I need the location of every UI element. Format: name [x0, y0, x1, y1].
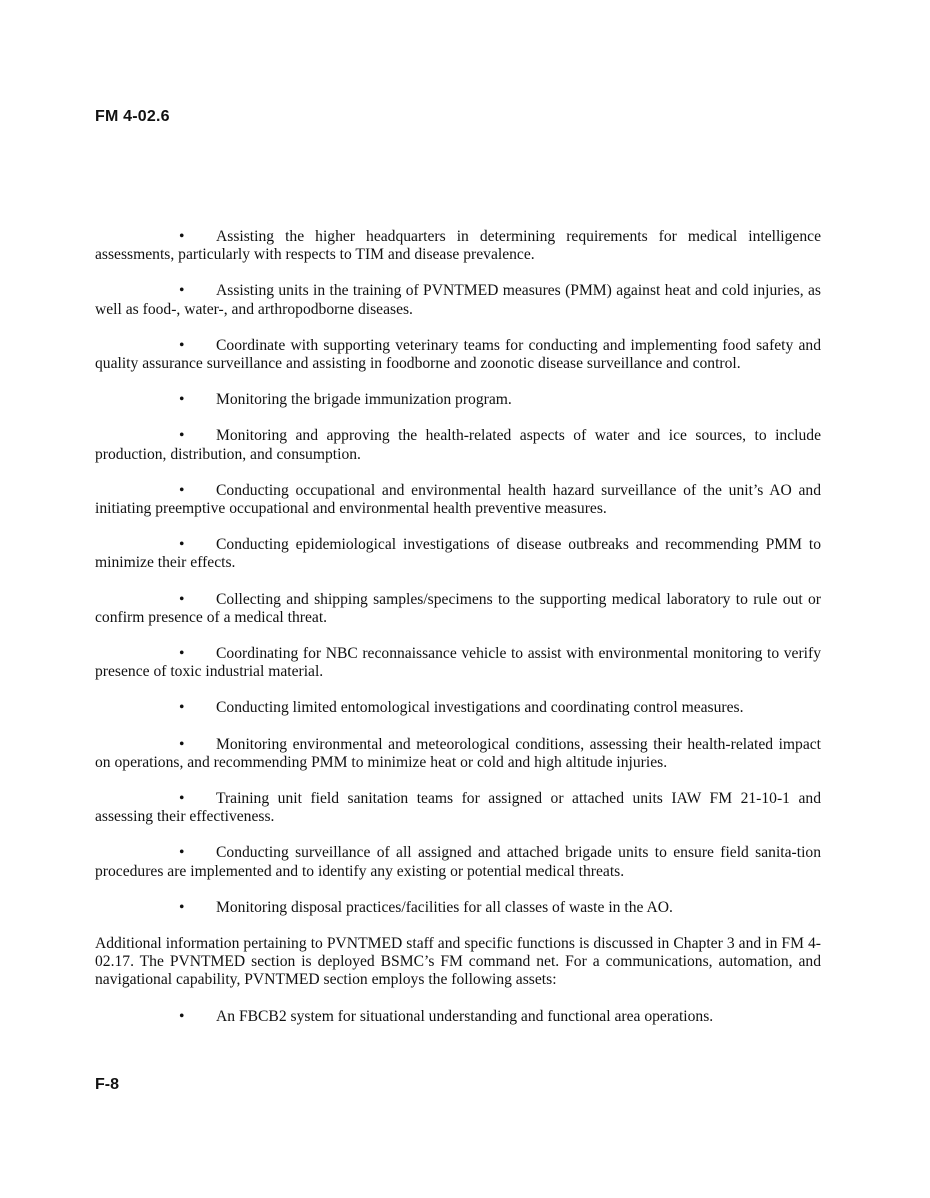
bullet-text: Training unit field sanitation teams for assigned or attached units IAW FM 21-10-1 and assessing their effectiveness. — [95, 790, 821, 826]
bullet-icon: • — [179, 536, 185, 554]
bullet-item-10 — [95, 699, 821, 717]
bullet-icon: • — [179, 391, 185, 409]
bullet-icon: • — [179, 427, 185, 445]
page-number: F-8 — [95, 1076, 119, 1093]
bullet-item-2 — [95, 282, 821, 318]
bullet-icon: • — [179, 228, 185, 245]
bullet-icon: • — [179, 1007, 185, 1025]
bullet-icon: • — [179, 645, 185, 663]
additional-info-paragraph: Additional information pertaining to PVNTMED staff and specific functions is discussed in Chapter 3 and in FM 4-02.17. The PVNTMED section is deployed BSMC’s FM command net. For a communications, automation, and navigational capability, PVNTMED section employs the following assets: — [95, 935, 821, 989]
bullet-item-9 — [95, 645, 821, 681]
bullet-item-8 — [95, 591, 821, 627]
bullet-icon: • — [179, 336, 185, 354]
bullet-text: Conducting occupational and environmental health hazard surveillance of the unit’s AO and initiating preemptive occupational and environmental health preventive measures. — [95, 481, 821, 518]
bullet-text: Monitoring the brigade immunization program. — [216, 391, 512, 409]
asset-bullet-item-1 — [95, 1008, 821, 1026]
bullet-icon: • — [179, 844, 185, 862]
bullet-item-3 — [95, 337, 821, 373]
bullet-text: Conducting surveillance of all assigned and attached brigade units to ensure field sanita-tion procedures are implemented and to identify any existing or potential medical threats. — [95, 844, 821, 880]
bullet-item-14 — [95, 899, 821, 917]
document-header: FM 4-02.6 — [95, 108, 170, 125]
bullet-icon: • — [179, 790, 185, 808]
bullet-text: Monitoring environmental and meteorological conditions, assessing their health-related impact on operations, and recommending PMM to minimize heat or cold and high altitude injuries. — [95, 735, 821, 771]
bullet-item-12 — [95, 790, 821, 826]
bullet-text: Assisting the higher headquarters in determining requirements for medical intelligence assessments, particularly with respects to TIM and disease prevalence. — [95, 228, 821, 264]
bullet-text: Monitoring and approving the health-related aspects of water and ice sources, to include production, distribution, and consumption. — [95, 427, 821, 463]
bullet-text: Coordinating for NBC reconnaissance vehicle to assist with environmental monitoring to verify presence of toxic industrial material. — [95, 645, 821, 681]
bullet-icon: • — [179, 699, 185, 717]
bullet-icon: • — [179, 898, 185, 916]
bullet-item-4 — [95, 391, 821, 409]
bullet-item-6 — [95, 482, 821, 518]
bullet-icon: • — [179, 481, 185, 499]
bullet-item-5 — [95, 427, 821, 463]
bullet-text: Assisting units in the training of PVNTMED measures (PMM) against heat and cold injuries, as well as food-, water-, and arthropodborne diseases. — [95, 282, 821, 318]
bullet-item-1 — [95, 228, 821, 264]
bullet-icon: • — [179, 735, 185, 753]
bullet-text: Conducting limited entomological investigations and coordinating control measures. — [216, 699, 744, 717]
bullet-text: Monitoring disposal practices/facilities for all classes of waste in the AO. — [216, 898, 673, 916]
bullet-text: Coordinate with supporting veterinary teams for conducting and implementing food safety and quality assurance surveillance and assisting in foodborne and zoonotic disease surveillance and control. — [95, 336, 821, 373]
document-body — [95, 228, 821, 1044]
bullet-icon: • — [179, 590, 185, 608]
bullet-icon: • — [179, 282, 185, 300]
bullet-item-7 — [95, 536, 821, 572]
bullet-text: An FBCB2 system for situational understanding and functional area operations. — [216, 1007, 714, 1025]
bullet-text: Conducting epidemiological investigations of disease outbreaks and recommending PMM to minimize their effects. — [95, 536, 821, 572]
bullet-item-13 — [95, 844, 821, 880]
bullet-item-11 — [95, 736, 821, 772]
bullet-text: Collecting and shipping samples/specimens to the supporting medical laboratory to rule out or confirm presence of a medical threat. — [95, 590, 821, 626]
